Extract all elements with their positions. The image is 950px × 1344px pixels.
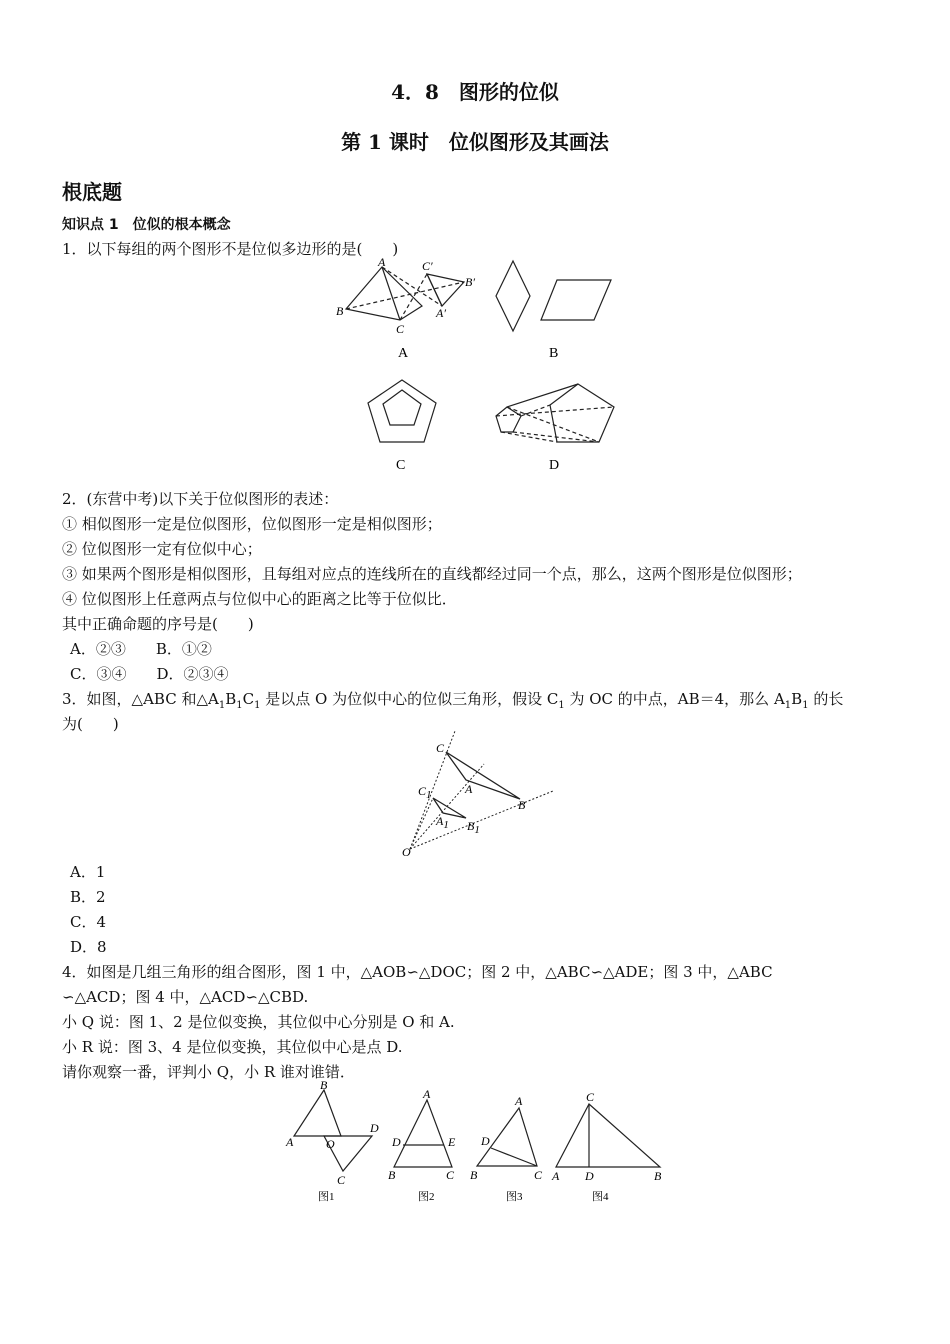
- q1-caption-b: B: [549, 346, 559, 361]
- q4-caption-3: 图3: [506, 1191, 523, 1203]
- q2-item-1: ① 相似图形一定是位似图形，位似图形一定是相似图形；: [62, 515, 442, 533]
- q3-label-c: C: [436, 741, 445, 755]
- page-title: 4．8 图形的位似: [391, 80, 559, 104]
- q4-line-5: 请你观察一番，评判小 Q，小 R 谁对谁错．: [62, 1063, 355, 1081]
- q4-f2-label-e: E: [448, 1135, 456, 1149]
- q4-f3-label-a: A: [515, 1094, 523, 1108]
- q2-item-4: ④ 位似图形上任意两点与位似中心的距离之比等于位似比．: [62, 590, 457, 608]
- q4-f1-label-o: O: [326, 1137, 335, 1151]
- q2-stem: 2．(东营中考)以下关于位似图形的表述：: [62, 490, 339, 508]
- q2-prompt: 其中正确命题的序号是( ): [62, 615, 254, 633]
- q1-label-c: C: [396, 322, 405, 336]
- q2-options-row-1: A．②③ B．①②: [70, 640, 212, 658]
- q3-label-a: A: [465, 782, 473, 796]
- q4-f1-label-c: C: [337, 1173, 346, 1187]
- q4-caption-4: 图4: [592, 1191, 609, 1203]
- q4-f1-label-b: B: [320, 1080, 328, 1092]
- page-subtitle: 第 1 课时 位似图形及其画法: [341, 130, 609, 154]
- q4-f2-label-d: D: [392, 1135, 401, 1149]
- q3-stem-line-2: 为( ): [62, 715, 119, 733]
- knowledge-point-heading: 知识点 1 位似的根本概念: [62, 217, 231, 233]
- q4-f4-label-a: A: [552, 1169, 560, 1183]
- q3-option-d: D．8: [70, 938, 107, 956]
- q4-f2-label-b: B: [388, 1168, 396, 1182]
- q4-figure-4: [556, 1104, 660, 1167]
- q2-item-3: ③ 如果两个图形是相似图形，且每组对应点的连线所在的直线都经过同一个点，那么，这两个图形是位似图形；: [62, 565, 802, 583]
- q3-label-o: O: [402, 845, 411, 859]
- q4-figures: [282, 1080, 672, 1205]
- q4-f3-label-d: D: [481, 1134, 490, 1148]
- q4-f4-label-d: D: [585, 1169, 594, 1183]
- q3-label-b1: B1: [467, 819, 480, 836]
- q1-label-c-prime: C′: [422, 259, 433, 273]
- q3-option-b: B．2: [70, 888, 106, 906]
- q1-caption-c: C: [396, 458, 406, 473]
- q1-caption-a: A: [398, 346, 409, 361]
- q4-caption-1: 图1: [318, 1191, 335, 1203]
- q4-f1-label-a: A: [286, 1135, 294, 1149]
- q1-label-b-prime: B′: [465, 275, 475, 289]
- q4-f2-label-a: A: [423, 1087, 431, 1101]
- q1-stem: 1．以下每组的两个图形不是位似多边形的是( ): [62, 240, 399, 258]
- q1-figures: [330, 254, 630, 479]
- q2-options-row-2: C．③④ D．②③④: [70, 665, 229, 683]
- q4-f2-label-c: C: [446, 1168, 455, 1182]
- q4-line-1: 4．如图是几组三角形的组合图形，图 1 中，△AOB∽△DOC；图 2 中，△ABC∽△ADE；图 3 中，△ABC: [62, 963, 773, 981]
- q1-label-a: A: [378, 255, 386, 269]
- q3-figure: [398, 728, 563, 863]
- q1-figure-b: [496, 261, 611, 331]
- q3-option-a: A．1: [70, 863, 106, 881]
- q1-figure-d: [496, 384, 614, 442]
- q4-figure-2: [394, 1100, 452, 1167]
- q1-label-b: B: [336, 304, 344, 318]
- q4-f4-label-c: C: [586, 1090, 595, 1104]
- q1-figure-a: [346, 267, 464, 320]
- q3-label-c1: C1: [418, 784, 432, 801]
- q1-label-a-prime: A′: [436, 306, 446, 320]
- q4-f3-label-c: C: [534, 1168, 543, 1182]
- q4-line-4: 小 R 说：图 3、4 是位似变换，其位似中心是点 D.: [62, 1038, 403, 1056]
- q4-figure-1: [294, 1090, 372, 1171]
- q1-caption-d: D: [549, 458, 560, 473]
- q3-label-b: B: [518, 798, 526, 812]
- section-heading: 根底题: [62, 180, 122, 204]
- q4-f4-label-b: B: [654, 1169, 662, 1183]
- q3-label-a1: A1: [436, 814, 449, 831]
- q4-f3-label-b: B: [470, 1168, 478, 1182]
- q1-figure-c: [368, 380, 436, 442]
- q4-f1-label-d: D: [370, 1121, 379, 1135]
- q2-item-2: ② 位似图形一定有位似中心；: [62, 540, 262, 558]
- q4-line-3: 小 Q 说：图 1、2 是位似变换，其位似中心分别是 O 和 A.: [62, 1013, 455, 1031]
- q4-caption-2: 图2: [418, 1191, 435, 1203]
- q3-option-c: C．4: [70, 913, 107, 931]
- q3-stem: 3．如图，△ABC 和$\triangle A_1B_1C_1$ 是以点 O 为位似中心的位似三角形，假设 $C_1$ 为 OC 的中点，AB＝4，那么 $A_1B_1$ 的长: [62, 690, 844, 711]
- q4-line-2: ∽△ACD；图 4 中，△ACD∽△CBD.: [62, 988, 309, 1006]
